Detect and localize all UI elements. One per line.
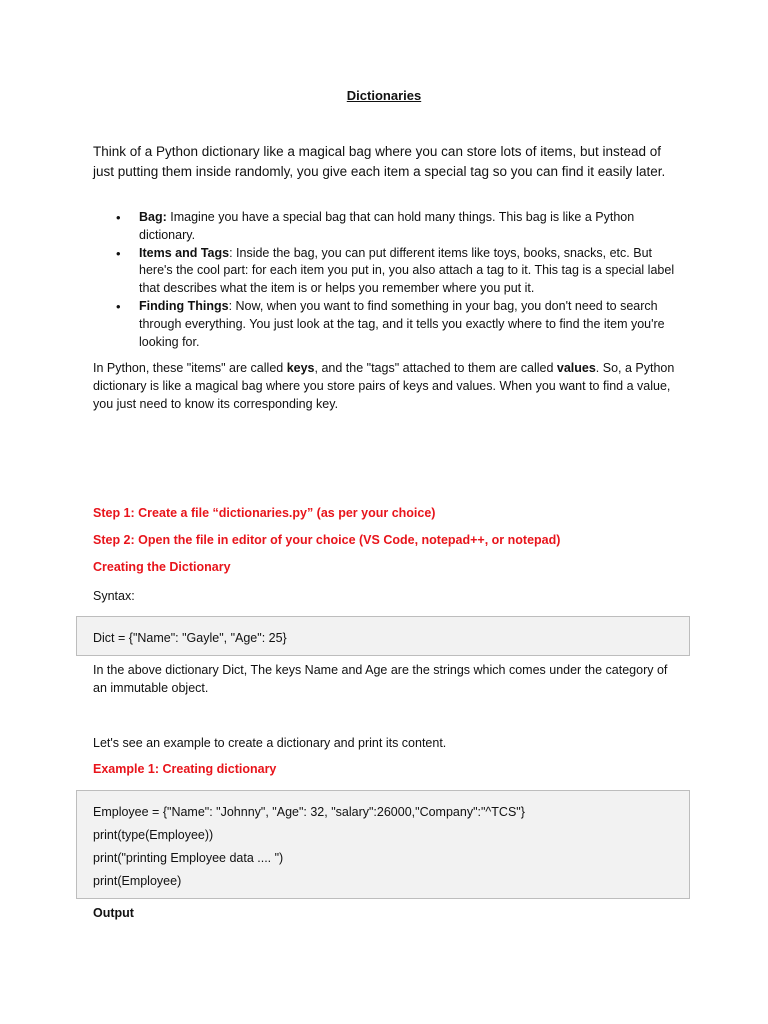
syntax-label: Syntax: bbox=[93, 589, 135, 603]
bullet-list bbox=[93, 209, 683, 351]
bullet-icon: • bbox=[116, 210, 121, 225]
code-line: Employee = {"Name": "Johnny", "Age": 32, "salary":26000,"Company":"^TCS"} bbox=[93, 805, 525, 819]
creating-dictionary-heading: Creating the Dictionary bbox=[93, 560, 231, 574]
step-2-heading: Step 2: Open the file in editor of your choice (VS Code, notepad++, or notepad) bbox=[93, 533, 561, 547]
output-label: Output bbox=[93, 906, 134, 920]
values-term: values bbox=[556, 361, 596, 375]
example-1-heading: Example 1: Creating dictionary bbox=[93, 762, 277, 776]
code-line: print(type(Employee)) bbox=[93, 828, 214, 842]
bullet-icon: • bbox=[116, 298, 121, 314]
intro-paragraph: Think of a Python dictionary like a magical bag where you can store lots of items, but instead of just putting them inside randomly, you give each item a special tag so you can find it easily later. bbox=[93, 144, 666, 179]
code-line: print("printing Employee data .... ") bbox=[93, 851, 284, 865]
bullet-term: Bag: bbox=[139, 210, 167, 224]
syntax-code-box bbox=[76, 616, 690, 656]
code-line: print(Employee) bbox=[93, 874, 182, 888]
page-title: Dictionaries bbox=[346, 88, 422, 103]
bullet-text: : Inside the bag, you can put different items like toys, books, snacks, etc. But here's the cool part: for each item you put in, you also attach a tag to it. This tag is a special label that describes what the item is or helps you remember where you put it. bbox=[139, 245, 675, 296]
example-code-box bbox=[76, 790, 690, 899]
list-item bbox=[93, 298, 683, 351]
bullet-text: Imagine you have a special bag that can hold many things. This bag is like a Python dictionary. bbox=[139, 210, 635, 242]
list-item bbox=[93, 245, 683, 298]
bullet-term: Finding Things bbox=[139, 298, 229, 313]
bullet-text: : Now, when you want to find something in your bag, you don't need to search through everything. You just look at the tag, and it tells you exactly where to find the item you're looking for. bbox=[139, 298, 665, 349]
bullet-icon: • bbox=[116, 245, 121, 261]
step-1-heading: Step 1: Create a file “dictionaries.py” (as per your choice) bbox=[93, 506, 436, 520]
keys-term: keys bbox=[286, 361, 315, 375]
keys-values-paragraph bbox=[93, 360, 683, 413]
para-text: In Python, these "items" are called bbox=[93, 361, 287, 375]
example-intro: Let's see an example to create a dictionary and print its content. bbox=[93, 736, 447, 750]
dict-explanation: In the above dictionary Dict, The keys Name and Age are the strings which comes under the category of an immutable object. bbox=[93, 663, 668, 695]
list-item bbox=[93, 209, 683, 245]
para-text: . So, a Python dictionary is like a magical bag where you store pairs of keys and values. When you want to find a value, you just need to know its corresponding key. bbox=[93, 361, 675, 411]
bullet-term: Items and Tags bbox=[139, 245, 230, 260]
para-text: , and the "tags" attached to them are called bbox=[314, 361, 557, 375]
code-line: Dict = {"Name": "Gayle", "Age": 25} bbox=[93, 631, 287, 645]
